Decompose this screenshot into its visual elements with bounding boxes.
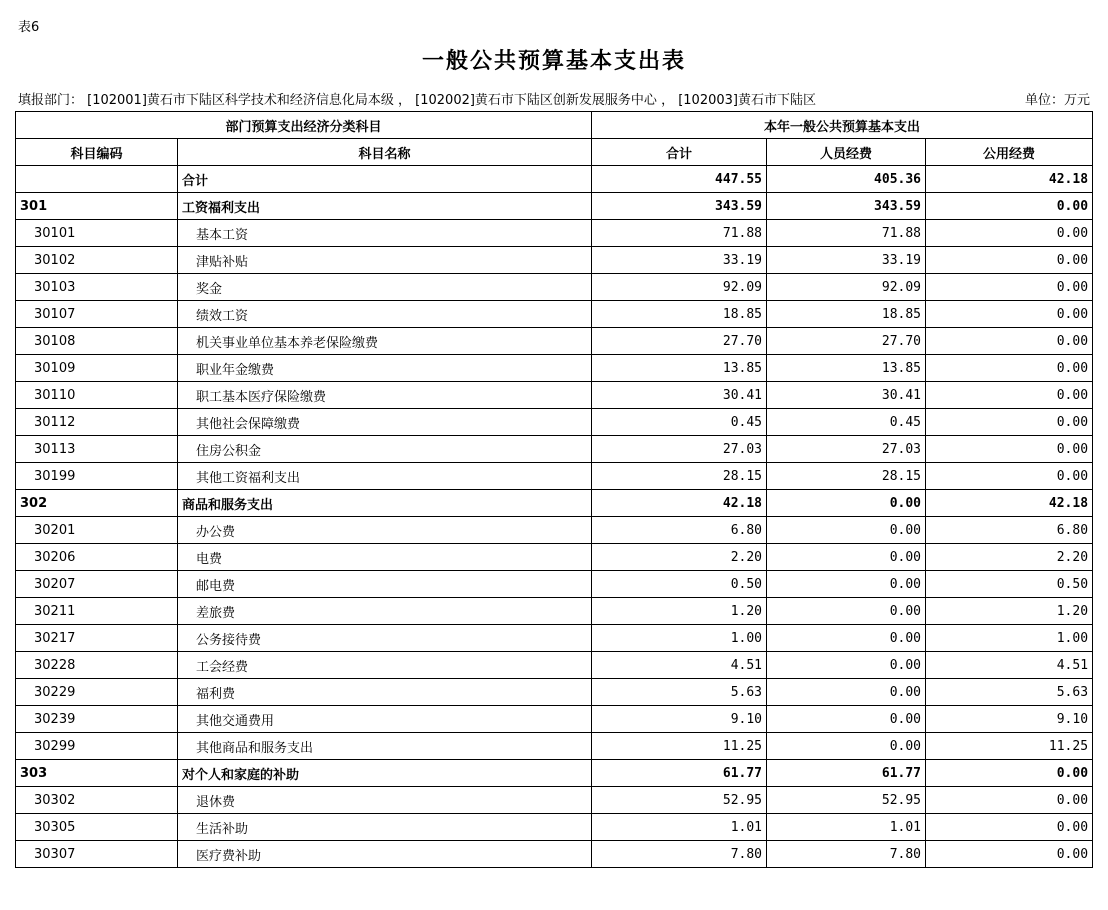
- table-row: [16, 733, 1093, 760]
- cell-total: 0.45: [592, 409, 767, 436]
- cell-total: 0.50: [592, 571, 767, 598]
- cell-name: 住房公积金: [178, 436, 592, 463]
- table-row: [16, 382, 1093, 409]
- cell-code: 30305: [16, 814, 178, 841]
- cell-code: 30211: [16, 598, 178, 625]
- cell-personnel: 71.88: [767, 220, 926, 247]
- table-row: [16, 571, 1093, 598]
- cell-name: 职工基本医疗保险缴费: [178, 382, 592, 409]
- cell-public: 0.00: [926, 355, 1093, 382]
- filing-department: 填报部门： [102001]黄石市下陆区科学技术和经济信息化局本级 ， [102002]黄石市下陆区创新发展服务中心 ， [102003]黄石市下陆区: [18, 93, 816, 108]
- cell-public: 1.00: [926, 625, 1093, 652]
- cell-total: 5.63: [592, 679, 767, 706]
- cell-code: 30103: [16, 274, 178, 301]
- table-row: [16, 436, 1093, 463]
- cell-public: 0.00: [926, 436, 1093, 463]
- cell-total: 7.80: [592, 841, 767, 868]
- cell-code: 30307: [16, 841, 178, 868]
- cell-public: 0.00: [926, 193, 1093, 220]
- cell-total: 6.80: [592, 517, 767, 544]
- cell-name: 公务接待费: [178, 625, 592, 652]
- cell-personnel: 28.15: [767, 463, 926, 490]
- table-row: [16, 814, 1093, 841]
- cell-total: 71.88: [592, 220, 767, 247]
- cell-code: 30101: [16, 220, 178, 247]
- cell-name: 差旅费: [178, 598, 592, 625]
- cell-total: 1.20: [592, 598, 767, 625]
- cell-name: 奖金: [178, 274, 592, 301]
- cell-personnel: 33.19: [767, 247, 926, 274]
- cell-name: 绩效工资: [178, 301, 592, 328]
- cell-code: 30302: [16, 787, 178, 814]
- cell-personnel: 18.85: [767, 301, 926, 328]
- cell-name: 津贴补贴: [178, 247, 592, 274]
- table-number-label: 表6: [18, 20, 40, 35]
- cell-name: 其他工资福利支出: [178, 463, 592, 490]
- cell-code: 30113: [16, 436, 178, 463]
- table-row: [16, 463, 1093, 490]
- cell-name: 电费: [178, 544, 592, 571]
- table-row: [16, 598, 1093, 625]
- table-body: [16, 166, 1093, 868]
- cell-personnel: 30.41: [767, 382, 926, 409]
- page-title: 一般公共预算基本支出表: [421, 48, 686, 74]
- cell-personnel: 27.70: [767, 328, 926, 355]
- cell-personnel: 61.77: [767, 760, 926, 787]
- table-row: [16, 355, 1093, 382]
- cell-personnel: 0.00: [767, 544, 926, 571]
- table-row: [16, 247, 1093, 274]
- cell-public: 1.20: [926, 598, 1093, 625]
- cell-code: 30207: [16, 571, 178, 598]
- cell-total: 18.85: [592, 301, 767, 328]
- column-header-row: [16, 139, 1093, 166]
- cell-personnel: 0.00: [767, 652, 926, 679]
- cell-total: 42.18: [592, 490, 767, 517]
- cell-code: 30102: [16, 247, 178, 274]
- cell-public: 0.00: [926, 787, 1093, 814]
- cell-public: 0.00: [926, 760, 1093, 787]
- cell-public: 0.00: [926, 382, 1093, 409]
- cell-personnel: 343.59: [767, 193, 926, 220]
- cell-code: 30239: [16, 706, 178, 733]
- cell-name: 其他商品和服务支出: [178, 733, 592, 760]
- cell-code: 302: [16, 490, 178, 517]
- table-row: [16, 760, 1093, 787]
- table-row: [16, 625, 1093, 652]
- column-header-public: 公用经费: [926, 139, 1093, 166]
- cell-code: 30109: [16, 355, 178, 382]
- budget-table: [15, 111, 1093, 868]
- cell-name: 办公费: [178, 517, 592, 544]
- cell-total: 1.00: [592, 625, 767, 652]
- cell-personnel: 0.00: [767, 733, 926, 760]
- cell-personnel: 52.95: [767, 787, 926, 814]
- cell-total: 61.77: [592, 760, 767, 787]
- table-row: [16, 166, 1093, 193]
- cell-total: 28.15: [592, 463, 767, 490]
- table-row: [16, 193, 1093, 220]
- table-row: [16, 652, 1093, 679]
- column-header-code: 科目编码: [16, 139, 178, 166]
- cell-personnel: 0.00: [767, 598, 926, 625]
- cell-public: 2.20: [926, 544, 1093, 571]
- cell-total: 27.70: [592, 328, 767, 355]
- cell-public: 5.63: [926, 679, 1093, 706]
- cell-public: 0.00: [926, 301, 1093, 328]
- cell-total: 30.41: [592, 382, 767, 409]
- cell-public: 0.50: [926, 571, 1093, 598]
- table-row: [16, 679, 1093, 706]
- cell-name: 职业年金缴费: [178, 355, 592, 382]
- cell-personnel: 7.80: [767, 841, 926, 868]
- cell-total: 1.01: [592, 814, 767, 841]
- cell-name: 其他交通费用: [178, 706, 592, 733]
- cell-code: 30110: [16, 382, 178, 409]
- currency-unit: 单位：万元: [1024, 93, 1090, 108]
- cell-total: 27.03: [592, 436, 767, 463]
- table-row: [16, 787, 1093, 814]
- table-row: [16, 490, 1093, 517]
- group-header-row: [16, 112, 1093, 139]
- cell-personnel: 0.00: [767, 625, 926, 652]
- cell-personnel: 0.00: [767, 679, 926, 706]
- cell-code: 30299: [16, 733, 178, 760]
- cell-code: 301: [16, 193, 178, 220]
- table-row: [16, 328, 1093, 355]
- cell-code: 30201: [16, 517, 178, 544]
- cell-name: 其他社会保障缴费: [178, 409, 592, 436]
- cell-personnel: 0.00: [767, 490, 926, 517]
- cell-personnel: 1.01: [767, 814, 926, 841]
- cell-public: 0.00: [926, 220, 1093, 247]
- cell-public: 0.00: [926, 274, 1093, 301]
- column-header-personnel: 人员经费: [767, 139, 926, 166]
- cell-total: 13.85: [592, 355, 767, 382]
- cell-public: 42.18: [926, 490, 1093, 517]
- cell-personnel: 92.09: [767, 274, 926, 301]
- table-row: [16, 409, 1093, 436]
- column-header-name: 科目名称: [178, 139, 592, 166]
- cell-name: 商品和服务支出: [178, 490, 592, 517]
- cell-personnel: 0.45: [767, 409, 926, 436]
- cell-name: 邮电费: [178, 571, 592, 598]
- cell-public: 9.10: [926, 706, 1093, 733]
- group-header-basic-expenditure: 本年一般公共预算基本支出: [592, 112, 1093, 139]
- cell-total: 4.51: [592, 652, 767, 679]
- cell-public: 0.00: [926, 409, 1093, 436]
- cell-public: 0.00: [926, 841, 1093, 868]
- cell-name: 机关事业单位基本养老保险缴费: [178, 328, 592, 355]
- cell-public: 0.00: [926, 814, 1093, 841]
- cell-personnel: 0.00: [767, 706, 926, 733]
- cell-personnel: 0.00: [767, 517, 926, 544]
- cell-public: 11.25: [926, 733, 1093, 760]
- cell-name: 退休费: [178, 787, 592, 814]
- cell-code: 30107: [16, 301, 178, 328]
- cell-personnel: 27.03: [767, 436, 926, 463]
- group-header-classification: 部门预算支出经济分类科目: [16, 112, 592, 139]
- cell-code: 30217: [16, 625, 178, 652]
- cell-personnel: 405.36: [767, 166, 926, 193]
- cell-name: 工会经费: [178, 652, 592, 679]
- cell-name: 医疗费补助: [178, 841, 592, 868]
- cell-total: 2.20: [592, 544, 767, 571]
- column-header-total: 合计: [592, 139, 767, 166]
- cell-total: 343.59: [592, 193, 767, 220]
- cell-total: 92.09: [592, 274, 767, 301]
- cell-code: [16, 166, 178, 193]
- cell-code: 30108: [16, 328, 178, 355]
- cell-total: 33.19: [592, 247, 767, 274]
- cell-code: 303: [16, 760, 178, 787]
- cell-total: 11.25: [592, 733, 767, 760]
- table-row: [16, 220, 1093, 247]
- cell-name: 福利费: [178, 679, 592, 706]
- cell-public: 42.18: [926, 166, 1093, 193]
- cell-personnel: 13.85: [767, 355, 926, 382]
- cell-public: 4.51: [926, 652, 1093, 679]
- cell-code: 30112: [16, 409, 178, 436]
- cell-name: 生活补助: [178, 814, 592, 841]
- table-row: [16, 517, 1093, 544]
- cell-public: 0.00: [926, 463, 1093, 490]
- cell-name: 对个人和家庭的补助: [178, 760, 592, 787]
- table-row: [16, 544, 1093, 571]
- cell-name: 合计: [178, 166, 592, 193]
- cell-name: 工资福利支出: [178, 193, 592, 220]
- cell-total: 52.95: [592, 787, 767, 814]
- table-row: [16, 841, 1093, 868]
- cell-code: 30206: [16, 544, 178, 571]
- cell-name: 基本工资: [178, 220, 592, 247]
- cell-code: 30228: [16, 652, 178, 679]
- cell-total: 9.10: [592, 706, 767, 733]
- cell-public: 0.00: [926, 328, 1093, 355]
- cell-public: 6.80: [926, 517, 1093, 544]
- cell-code: 30199: [16, 463, 178, 490]
- cell-public: 0.00: [926, 247, 1093, 274]
- table-row: [16, 301, 1093, 328]
- cell-total: 447.55: [592, 166, 767, 193]
- table-row: [16, 274, 1093, 301]
- cell-code: 30229: [16, 679, 178, 706]
- table-row: [16, 706, 1093, 733]
- cell-personnel: 0.00: [767, 571, 926, 598]
